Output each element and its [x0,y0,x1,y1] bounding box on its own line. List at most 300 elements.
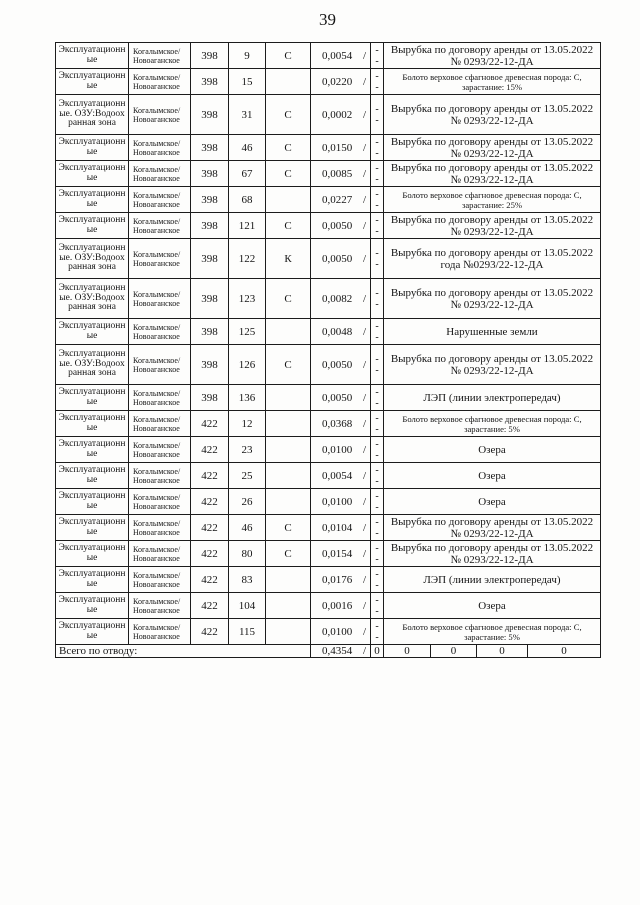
note-text: Озера [478,599,506,612]
section-cell: 123 [229,279,266,319]
forestry-cell: Когалымское/ Новоаганское [129,135,191,161]
dash-mark: - [375,258,379,270]
dash-mark: - [375,605,379,617]
dash-cell [371,43,384,69]
dash-cell [371,541,384,567]
area-cell [311,489,371,515]
note-text: ЛЭП (линии электропередач) [423,573,561,586]
note-cell [384,593,601,619]
total-area-wrap [311,645,370,657]
species-cell [266,567,311,593]
category-cell: Эксплуатационные [56,43,129,69]
area-wrap [311,142,370,154]
forestry-cell: Когалымское/ Новоаганское [129,319,191,345]
table-row [56,567,601,593]
area-suffix: / [362,547,366,560]
area-value: 0,0054 [322,469,353,482]
area-suffix: / [362,49,366,62]
forest-plot-table [55,42,601,658]
species-cell [266,69,311,95]
note-text: Озера [478,469,506,482]
area-value: 0,0227 [322,193,353,206]
dash-mark: - [375,320,379,332]
area-cell [311,437,371,463]
quarter-cell: 398 [191,239,229,279]
table-row [56,69,601,95]
section-cell: 26 [229,489,266,515]
dash-mark: - [375,438,379,450]
note-cell [384,437,601,463]
dash-cell [371,619,384,645]
table-row [56,161,601,187]
note-cell [384,69,601,95]
forestry-cell: Когалымское/ Новоаганское [129,161,191,187]
total-value-3: 0 [430,645,476,657]
species-cell [266,437,311,463]
dash-cell [371,319,384,345]
area-value: 0,0050 [322,252,353,265]
forestry-cell: Когалымское/ Новоаганское [129,385,191,411]
area-cell [311,593,371,619]
quarter-cell: 398 [191,319,229,345]
table-row [56,279,601,319]
section-cell: 68 [229,187,266,213]
dash-mark: - [375,386,379,398]
dash-mark: - [375,147,379,159]
section-cell: 46 [229,135,266,161]
species-cell: С [266,161,311,187]
section-cell: 25 [229,463,266,489]
note-cell [384,385,601,411]
area-value: 0,0176 [322,573,353,586]
table-row [56,319,601,345]
dash-mark: - [375,501,379,513]
dash-cell [371,515,384,541]
note-cell [384,515,601,541]
table-row [56,411,601,437]
area-value: 0,0050 [322,391,353,404]
note-text: Вырубка по договору аренды от 13.05.2022 № 0293/22-12-ДА [390,43,594,68]
forestry-cell: Когалымское/ Новоаганское [129,619,191,645]
area-cell [311,69,371,95]
category-cell: Эксплуатационные [56,69,129,95]
note-cell [384,239,601,279]
area-suffix: / [362,625,366,638]
area-wrap [311,293,370,305]
note-text: Вырубка по договору аренды от 13.05.2022 № 0293/22-12-ДА [390,515,594,540]
area-suffix: / [362,495,366,508]
category-cell: Эксплуатационные [56,541,129,567]
note-text: Вырубка по договору аренды от 13.05.2022 № 0293/22-12-ДА [390,286,594,311]
section-cell: 122 [229,239,266,279]
forestry-cell: Когалымское/ Новоаганское [129,279,191,319]
dash-wrap [371,71,383,93]
area-suffix: / [362,521,366,534]
quarter-cell: 422 [191,619,229,645]
dash-mark: - [375,353,379,365]
forestry-cell: Когалымское/ Новоаганское [129,515,191,541]
area-value: 0,0002 [322,108,353,121]
area-suffix: / [362,75,366,88]
dash-wrap [371,137,383,159]
area-cell [311,279,371,319]
total-area-value: 0,4354 [322,645,353,657]
species-cell: К [266,239,311,279]
area-value: 0,0050 [322,358,353,371]
forestry-cell: Когалымское/ Новоаганское [129,567,191,593]
dash-mark: - [375,247,379,259]
table-row [56,239,601,279]
quarter-cell: 398 [191,135,229,161]
category-cell: Эксплуатационные. ОЗУ:Водоохранная зона [56,345,129,385]
area-wrap [311,444,370,456]
species-cell: С [266,541,311,567]
total-area-cell [311,645,371,658]
area-suffix: / [362,252,366,265]
dash-wrap [371,45,383,67]
area-wrap [311,574,370,586]
dash-mark: - [375,475,379,487]
dash-mark: - [375,464,379,476]
area-suffix: / [362,193,366,206]
category-cell: Эксплуатационные. ОЗУ:Водоохранная зона [56,279,129,319]
note-text: Болото верховое сфагновое древесная порода: С, зарастание: 5% [402,413,582,434]
dash-mark: - [375,594,379,606]
note-cell [384,279,601,319]
area-suffix: / [362,417,366,430]
category-cell: Эксплуатационные [56,319,129,345]
species-cell [266,593,311,619]
note-cell [384,43,601,69]
forestry-cell: Когалымское/ Новоаганское [129,187,191,213]
area-suffix: / [362,108,366,121]
category-cell: Эксплуатационные [56,567,129,593]
forestry-cell: Когалымское/ Новоаганское [129,43,191,69]
dash-wrap [371,248,383,270]
note-cell [384,567,601,593]
area-cell [311,135,371,161]
dash-mark: - [375,423,379,435]
area-wrap [311,194,370,206]
forestry-cell: Когалымское/ Новоаганское [129,489,191,515]
forestry-cell: Когалымское/ Новоаганское [129,593,191,619]
dash-mark: - [375,173,379,185]
forestry-cell: Когалымское/ Новоаганское [129,463,191,489]
section-cell: 80 [229,541,266,567]
quarter-cell: 398 [191,161,229,187]
note-cell [384,489,601,515]
area-suffix: / [362,167,366,180]
area-wrap [311,418,370,430]
species-cell [266,411,311,437]
area-cell [311,619,371,645]
table-row [56,619,601,645]
category-cell: Эксплуатационные [56,593,129,619]
area-suffix: / [362,443,366,456]
total-row [56,645,601,658]
category-cell: Эксплуатационные. ОЗУ:Водоохранная зона [56,95,129,135]
dash-wrap [371,104,383,126]
note-text: Озера [478,495,506,508]
page-number: 39 [319,10,336,29]
area-wrap [311,76,370,88]
table-row [56,463,601,489]
dash-mark: - [375,81,379,93]
section-cell: 31 [229,95,266,135]
table-row [56,95,601,135]
note-text: Вырубка по договору аренды от 13.05.2022 № 0293/22-12-ДА [390,102,594,127]
species-cell: С [266,43,311,69]
species-cell [266,319,311,345]
note-text: Вырубка по договору аренды от 13.05.2022 № 0293/22-12-ДА [390,135,594,160]
table-row [56,593,601,619]
area-wrap [311,253,370,265]
area-cell [311,463,371,489]
note-cell [384,345,601,385]
dash-cell [371,567,384,593]
area-cell [311,187,371,213]
area-suffix: / [362,292,366,305]
species-cell [266,489,311,515]
dash-wrap [371,439,383,461]
dash-mark: - [375,364,379,376]
table-row [56,43,601,69]
table-row [56,541,601,567]
area-value: 0,0085 [322,167,353,180]
dash-cell [371,95,384,135]
section-cell: 12 [229,411,266,437]
section-cell: 115 [229,619,266,645]
area-wrap [311,50,370,62]
dash-wrap [371,354,383,376]
dash-wrap [371,465,383,487]
area-cell [311,411,371,437]
species-cell [266,619,311,645]
dash-mark: - [375,579,379,591]
category-cell: Эксплуатационные [56,515,129,541]
note-cell [384,541,601,567]
forestry-cell: Когалымское/ Новоаганское [129,411,191,437]
dash-wrap [371,569,383,591]
note-cell [384,619,601,645]
dash-wrap [371,517,383,539]
category-cell: Эксплуатационные [56,437,129,463]
area-value: 0,0100 [322,495,353,508]
area-cell [311,239,371,279]
dash-mark: - [375,620,379,632]
category-cell: Эксплуатационные [56,161,129,187]
dash-mark: - [375,103,379,115]
area-wrap [311,522,370,534]
dash-mark: - [375,397,379,409]
area-suffix: / [362,219,366,232]
dash-cell [371,187,384,213]
total-value-4: 0 [476,645,527,657]
area-suffix: / [362,573,366,586]
quarter-cell: 398 [191,385,229,411]
area-cell [311,319,371,345]
dash-mark: - [375,55,379,67]
quarter-cell: 398 [191,279,229,319]
species-cell: С [266,279,311,319]
total-label: Всего по отводу: [56,645,311,658]
area-suffix: / [362,358,366,371]
dash-mark: - [375,631,379,643]
dash-mark: - [375,516,379,528]
note-text: Вырубка по договору аренды от 13.05.2022 № 0293/22-12-ДА [390,213,594,238]
dash-cell [371,463,384,489]
note-cell [384,135,601,161]
dash-mark: - [375,287,379,299]
section-cell: 46 [229,515,266,541]
dash-wrap [371,491,383,513]
note-cell [384,213,601,239]
forestry-cell: Когалымское/ Новоаганское [129,95,191,135]
dash-cell [371,213,384,239]
quarter-cell: 422 [191,567,229,593]
total-area-suffix: / [362,645,366,657]
area-value: 0,0048 [322,325,353,338]
quarter-cell: 398 [191,213,229,239]
dash-mark: - [375,44,379,56]
table-row [56,437,601,463]
dash-mark: - [375,199,379,211]
quarter-cell: 422 [191,437,229,463]
note-text: Вырубка по договору аренды от 13.05.2022 № 0293/22-12-ДА [390,352,594,377]
table-row [56,345,601,385]
dash-mark: - [375,331,379,343]
area-value: 0,0368 [322,417,353,430]
category-cell: Эксплуатационные [56,619,129,645]
category-cell: Эксплуатационные [56,187,129,213]
species-cell: С [266,515,311,541]
forestry-cell: Когалымское/ Новоаганское [129,213,191,239]
area-cell [311,567,371,593]
area-wrap [311,392,370,404]
note-text: Озера [478,443,506,456]
area-value: 0,0220 [322,75,353,88]
note-cell [384,161,601,187]
area-value: 0,0054 [322,49,353,62]
dash-cell [371,411,384,437]
species-cell [266,463,311,489]
forestry-cell: Когалымское/ Новоаганское [129,345,191,385]
quarter-cell: 422 [191,541,229,567]
area-wrap [311,548,370,560]
dash-mark: - [375,136,379,148]
quarter-cell: 422 [191,515,229,541]
quarter-cell: 398 [191,43,229,69]
dash-cell [371,135,384,161]
area-cell [311,385,371,411]
note-text: Вырубка по договору аренды от 13.05.2022 года №0293/22-12-ДА [390,246,594,271]
dash-wrap [371,595,383,617]
total-value-5: 0 [527,645,600,657]
dash-cell [371,239,384,279]
area-wrap [311,109,370,121]
area-cell [311,213,371,239]
category-cell: Эксплуатационные [56,213,129,239]
dash-mark: - [375,214,379,226]
category-cell: Эксплуатационные [56,411,129,437]
area-suffix: / [362,325,366,338]
section-cell: 9 [229,43,266,69]
quarter-cell: 422 [191,489,229,515]
area-value: 0,0100 [322,625,353,638]
dash-cell [371,161,384,187]
quarter-cell: 422 [191,463,229,489]
total-split [384,645,600,657]
dash-wrap [371,621,383,643]
note-text: ЛЭП (линии электропередач) [423,391,561,404]
species-cell [266,385,311,411]
dash-wrap [371,189,383,211]
area-value: 0,0104 [322,521,353,534]
section-cell: 104 [229,593,266,619]
species-cell [266,187,311,213]
section-cell: 125 [229,319,266,345]
area-wrap [311,359,370,371]
species-cell: С [266,135,311,161]
dash-cell [371,593,384,619]
quarter-cell: 398 [191,345,229,385]
note-cell [384,411,601,437]
dash-mark: - [375,225,379,237]
table-row [56,385,601,411]
note-text: Болото верховое сфагновое древесная порода: С, зарастание: 15% [402,71,582,92]
area-cell [311,345,371,385]
table-row [56,187,601,213]
dash-mark: - [375,542,379,554]
dash-cell [371,345,384,385]
area-suffix: / [362,141,366,154]
table-row [56,135,601,161]
area-cell [311,43,371,69]
species-cell: С [266,95,311,135]
dash-cell [371,279,384,319]
dash-wrap [371,543,383,565]
dash-mark: - [375,298,379,310]
dash-mark: - [375,70,379,82]
dash-wrap [371,215,383,237]
forestry-cell: Когалымское/ Новоаганское [129,239,191,279]
section-cell: 136 [229,385,266,411]
quarter-cell: 422 [191,411,229,437]
dash-wrap [371,163,383,185]
dash-mark: - [375,188,379,200]
area-wrap [311,220,370,232]
section-cell: 121 [229,213,266,239]
section-cell: 15 [229,69,266,95]
dash-cell [371,69,384,95]
note-text: Болото верховое сфагновое древесная порода: С, зарастание: 25% [402,189,582,210]
species-cell: С [266,345,311,385]
dash-mark: - [375,449,379,461]
note-cell [384,95,601,135]
category-cell: Эксплуатационные [56,385,129,411]
forestry-cell: Когалымское/ Новоаганское [129,69,191,95]
dash-mark: - [375,527,379,539]
area-wrap [311,326,370,338]
category-cell: Эксплуатационные [56,463,129,489]
table-row [56,489,601,515]
dash-mark: - [375,553,379,565]
section-cell: 83 [229,567,266,593]
area-cell [311,541,371,567]
dash-wrap [371,288,383,310]
note-text: Болото верховое сфагновое древесная порода: С, зарастание: 5% [402,621,582,642]
section-cell: 23 [229,437,266,463]
